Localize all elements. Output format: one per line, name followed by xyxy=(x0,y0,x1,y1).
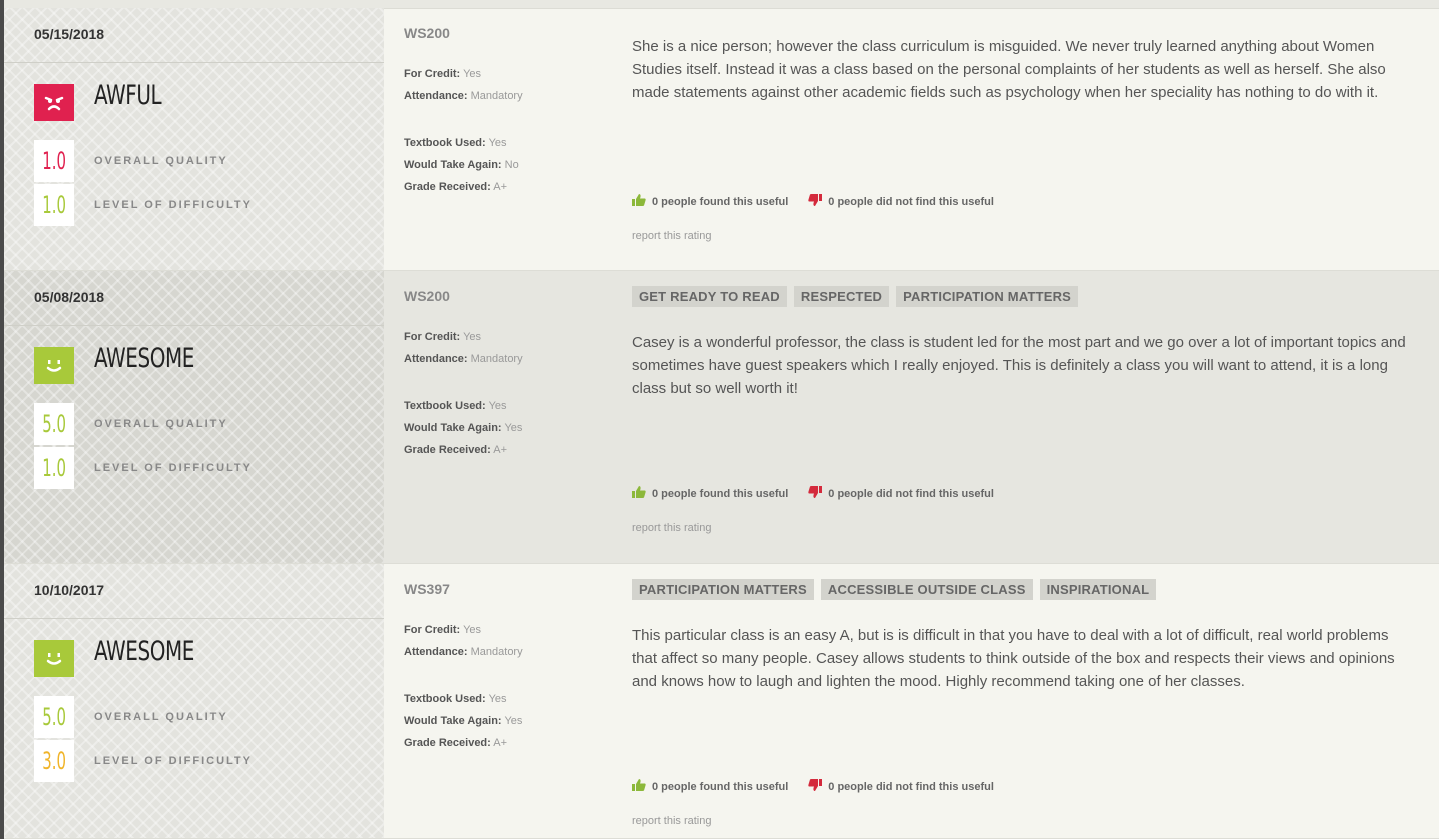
found-useful-label: 0 people found this useful xyxy=(652,195,789,208)
found-useful-button[interactable] xyxy=(632,779,788,794)
not-useful-label: 0 people did not find this useful xyxy=(828,487,994,500)
rating-tag: RESPECTED xyxy=(794,286,889,307)
rating-date: 10/10/2017 xyxy=(34,582,105,598)
rating-details xyxy=(384,564,612,838)
thumbs-up-icon xyxy=(632,486,652,501)
not-useful-button[interactable] xyxy=(808,486,994,501)
rating-comment: This particular class is an easy A, but is is difficult in that you have to deal with a lot of difficult, real world problems that affect so many people. Casey allows students to think outside of the box and respects their views and opinions and knows how to laugh and lighten the mood. Highly recommend taking one of her classes. xyxy=(632,627,1395,690)
rating-details xyxy=(384,271,612,563)
happy-face-icon xyxy=(34,640,74,677)
rating-summary xyxy=(4,564,384,838)
not-useful-label: 0 people did not find this useful xyxy=(828,195,994,208)
rating-comment: Casey is a wonderful professor, the class is student led for the most part and we go over a lot of important topics and sometimes have guest speakers which I really enjoyed. This is definitely a class you will want to attend, it is a long class but so well worth it! xyxy=(632,334,1406,397)
rating-comment: She is a nice person; however the class curriculum is misguided. We never truly learned anything about Women Studies itself. Instead it was a class based on the personal complaints of her students as well as herself. She also made statements against other academic fields such as psychology when her speciality has nothing to do with it. xyxy=(632,38,1386,101)
rating-comment-area xyxy=(612,8,1439,270)
grade-received: Grade Received: A+ xyxy=(404,737,508,749)
overall-quality-label: OVERALL QUALITY xyxy=(94,711,228,723)
date-row xyxy=(4,8,384,63)
course-code: WS200 xyxy=(404,25,450,41)
for-credit: For Credit: Yes xyxy=(404,331,482,343)
found-useful-label: 0 people found this useful xyxy=(652,487,789,500)
rating-comment-area xyxy=(612,271,1439,563)
difficulty-score: 1.0 xyxy=(34,184,74,226)
not-useful-button[interactable] xyxy=(808,194,994,209)
date-row xyxy=(4,564,384,619)
date-row xyxy=(4,271,384,326)
not-useful-label: 0 people did not find this useful xyxy=(828,780,994,793)
course-code: WS200 xyxy=(404,288,450,304)
found-useful-button[interactable] xyxy=(632,194,788,209)
rating-verdict: AWFUL xyxy=(94,80,162,111)
found-useful-button[interactable] xyxy=(632,486,788,501)
overall-quality-score: 5.0 xyxy=(34,403,74,445)
rating-tags xyxy=(632,286,1078,307)
thumbs-down-icon xyxy=(808,486,828,501)
would-take-again: Would Take Again: Yes xyxy=(404,422,523,434)
rating-details xyxy=(384,8,612,270)
attendance: Attendance: Mandatory xyxy=(404,353,523,365)
rating-verdict: AWESOME xyxy=(94,636,194,667)
rating-tag: PARTICIPATION MATTERS xyxy=(632,579,814,600)
report-rating-link[interactable]: report this rating xyxy=(632,522,712,534)
sad-face-icon xyxy=(34,84,74,121)
difficulty-label: LEVEL OF DIFFICULTY xyxy=(94,199,252,211)
usefulness-votes xyxy=(632,194,1014,209)
overall-quality-score: 1.0 xyxy=(34,140,74,182)
course-code: WS397 xyxy=(404,581,450,597)
textbook-used: Textbook Used: Yes xyxy=(404,693,507,705)
attendance: Attendance: Mandatory xyxy=(404,646,523,658)
rating-date: 05/15/2018 xyxy=(34,26,105,42)
would-take-again: Would Take Again: Yes xyxy=(404,715,523,727)
textbook-used: Textbook Used: Yes xyxy=(404,137,507,149)
difficulty-label: LEVEL OF DIFFICULTY xyxy=(94,755,252,767)
rating-row xyxy=(4,564,1439,839)
not-useful-button[interactable] xyxy=(808,779,994,794)
attendance: Attendance: Mandatory xyxy=(404,90,523,102)
difficulty-score: 3.0 xyxy=(34,740,74,782)
thumbs-down-icon xyxy=(808,779,828,794)
rating-verdict: AWESOME xyxy=(94,343,194,374)
rating-summary xyxy=(4,271,384,563)
happy-face-icon xyxy=(34,347,74,384)
overall-quality-label: OVERALL QUALITY xyxy=(94,155,228,167)
rating-comment-area xyxy=(612,564,1439,838)
rating-row xyxy=(4,271,1439,564)
difficulty-label: LEVEL OF DIFFICULTY xyxy=(94,462,252,474)
overall-quality-score: 5.0 xyxy=(34,696,74,738)
usefulness-votes xyxy=(632,486,1014,501)
grade-received: Grade Received: A+ xyxy=(404,181,508,193)
thumbs-down-icon xyxy=(808,194,828,209)
rating-date: 05/08/2018 xyxy=(34,289,105,305)
would-take-again: Would Take Again: No xyxy=(404,159,519,171)
textbook-used: Textbook Used: Yes xyxy=(404,400,507,412)
rating-tag: ACCESSIBLE OUTSIDE CLASS xyxy=(821,579,1033,600)
grade-received: Grade Received: A+ xyxy=(404,444,508,456)
overall-quality-label: OVERALL QUALITY xyxy=(94,418,228,430)
thumbs-up-icon xyxy=(632,194,652,209)
for-credit: For Credit: Yes xyxy=(404,68,482,80)
found-useful-label: 0 people found this useful xyxy=(652,780,789,793)
rating-tag: INSPIRATIONAL xyxy=(1040,579,1157,600)
report-rating-link[interactable]: report this rating xyxy=(632,230,712,242)
rating-tag: PARTICIPATION MATTERS xyxy=(896,286,1078,307)
for-credit: For Credit: Yes xyxy=(404,624,482,636)
rating-tags xyxy=(632,579,1156,600)
difficulty-score: 1.0 xyxy=(34,447,74,489)
report-rating-link[interactable]: report this rating xyxy=(632,815,712,827)
rating-row xyxy=(4,8,1439,271)
rating-summary xyxy=(4,8,384,270)
usefulness-votes xyxy=(632,779,1014,794)
rating-tag: GET READY TO READ xyxy=(632,286,787,307)
thumbs-up-icon xyxy=(632,779,652,794)
